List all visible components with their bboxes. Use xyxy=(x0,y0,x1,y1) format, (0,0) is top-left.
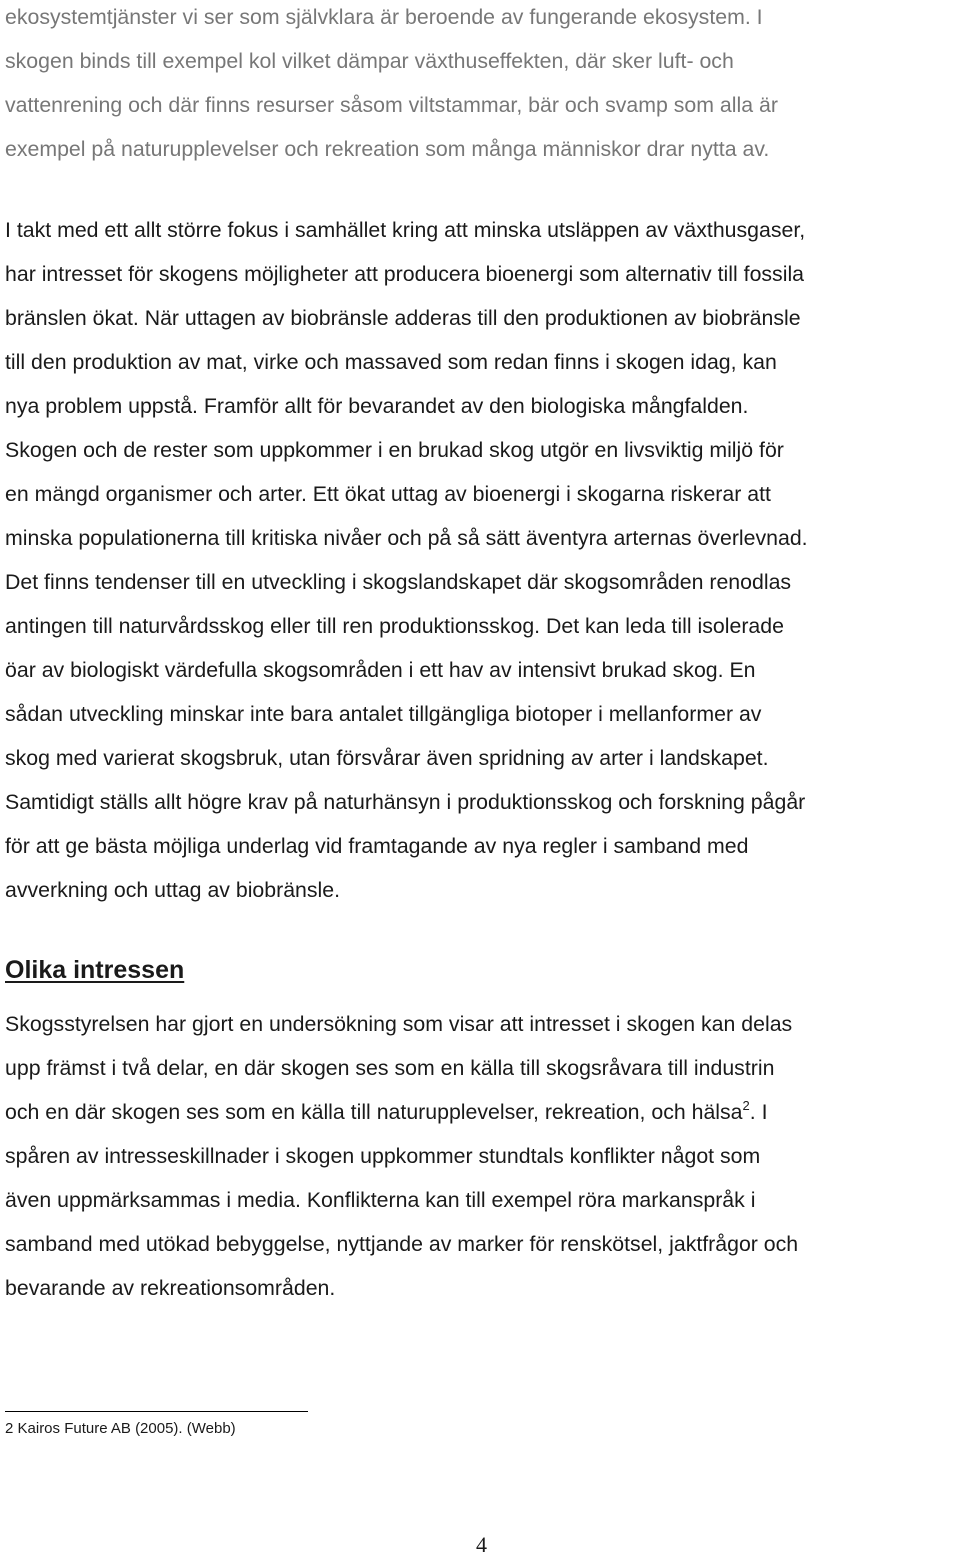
text-line: skog med varierat skogsbruk, utan försvårar även spridning av arter i landskapet. xyxy=(5,746,769,770)
text-line: minska populationerna till kritiska nivåer och på så sätt äventyra arternas överlevnad. xyxy=(5,526,808,550)
text-line: upp främst i två delar, en där skogen ses som en källa till skogsråvara till industrin xyxy=(5,1056,775,1080)
text-line: Samtidigt ställs allt högre krav på naturhänsyn i produktionsskog och forskning pågår xyxy=(5,790,806,814)
text-line: till den produktion av mat, virke och massaved som redan finns i skogen idag, kan xyxy=(5,350,777,374)
text-line: bevarande av rekreationsområden. xyxy=(5,1276,336,1300)
text-line: en mängd organismer och arter. Ett ökat uttag av bioenergi i skogarna riskerar att xyxy=(5,482,771,506)
page-number: 4 xyxy=(476,1532,487,1557)
text-line: avverkning och uttag av biobränsle. xyxy=(5,878,341,902)
footnote: 2 Kairos Future AB (2005). (Webb) xyxy=(5,1420,236,1437)
text-line: I takt med ett allt större fokus i samhället kring att minska utsläppen av växthusgaser, xyxy=(5,218,806,242)
paragraph-interests xyxy=(5,1002,960,1310)
footnote-divider xyxy=(5,1411,308,1412)
text-line: ekosystemtjänster vi ser som självklara är beroende av fungerande ekosystem. I xyxy=(5,5,763,29)
footnote-reference[interactable]: 2 xyxy=(742,1098,750,1113)
paragraph-ecosystem-services xyxy=(5,0,960,171)
text-line: Det finns tendenser till en utveckling i skogslandskapet där skogsområden renodlas xyxy=(5,570,792,594)
text-line: exempel på naturupplevelser och rekreation som många människor drar nytta av. xyxy=(5,137,770,161)
text-line: har intresset för skogens möjligheter att producera bioenergi som alternativ till fossila xyxy=(5,262,805,286)
text-line: sådan utveckling minskar inte bara antalet tillgängliga biotoper i mellanformer av xyxy=(5,702,762,726)
text-line: även uppmärksammas i media. Konflikterna kan till exempel röra markanspråk i xyxy=(5,1188,756,1212)
text-line: nya problem uppstå. Framför allt för bevarandet av den biologiska mångfalden. xyxy=(5,394,749,418)
text-line: vattenrening och där finns resurser såsom viltstammar, bär och svamp som alla är xyxy=(5,93,778,117)
text-segment: . I xyxy=(749,1100,768,1124)
section-heading: Olika intressen xyxy=(5,956,185,984)
paragraph-bioenergy xyxy=(5,208,960,912)
text-line: Skogsstyrelsen har gjort en undersökning som visar att intresset i skogen kan delas xyxy=(5,1012,793,1036)
text-line: skogen binds till exempel kol vilket dämpar växthuseffekten, där sker luft- och xyxy=(5,49,734,73)
text-line: öar av biologiskt värdefulla skogsområden i ett hav av intensivt brukad skog. En xyxy=(5,658,756,682)
text-line xyxy=(5,1090,960,1134)
text-line: Skogen och de rester som uppkommer i en brukad skog utgör en livsviktig miljö för xyxy=(5,438,784,462)
text-line: bränslen ökat. När uttagen av biobränsle adderas till den produktionen av biobränsle xyxy=(5,306,801,330)
text-line: spåren av intresseskillnader i skogen uppkommer stundtals konflikter något som xyxy=(5,1144,761,1168)
text-segment: och en där skogen ses som en källa till naturupplevelser, rekreation, och hälsa xyxy=(5,1100,743,1124)
text-line: antingen till naturvårdsskog eller till ren produktionsskog. Det kan leda till isolerade xyxy=(5,614,784,638)
text-line: samband med utökad bebyggelse, nyttjande av marker för renskötsel, jaktfrågor och xyxy=(5,1232,799,1256)
text-line: för att ge bästa möjliga underlag vid framtagande av nya regler i samband med xyxy=(5,834,749,858)
